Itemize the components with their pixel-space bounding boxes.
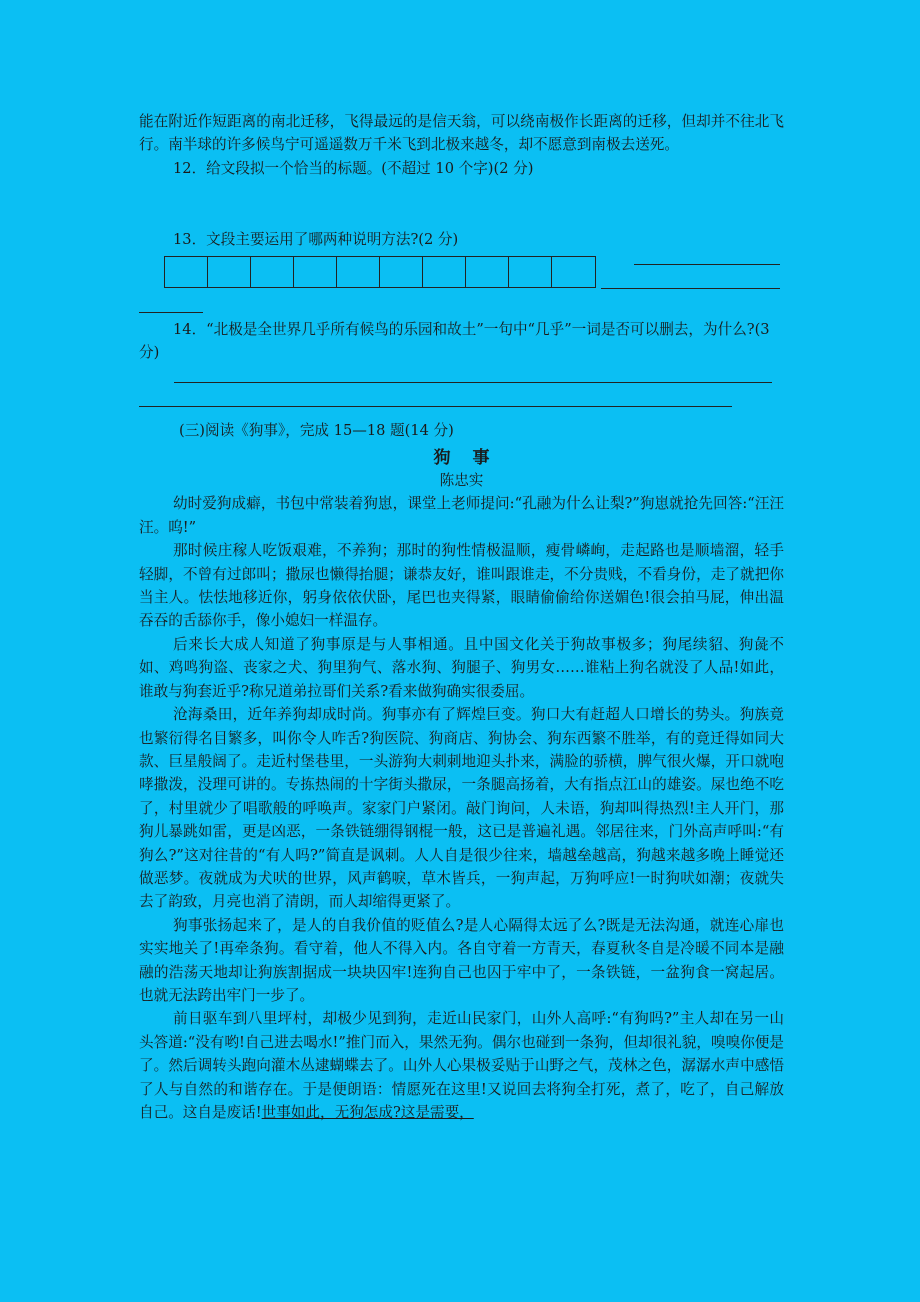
grid-cell[interactable] (337, 257, 380, 287)
article-paragraph: 幼时爱狗成癖，书包中常装着狗崽，课堂上老师提问:“孔融为什么让梨?”狗崽就抢先回答:“汪汪汪。呜!” (139, 495, 784, 536)
grid-cell[interactable] (509, 257, 552, 287)
answer-line[interactable] (139, 312, 203, 313)
grid-cell[interactable] (466, 257, 509, 287)
answer-line[interactable] (174, 382, 772, 383)
underlined-sentence: 世事如此，无狗怎成?这是需要， (261, 1104, 474, 1121)
answer-line[interactable] (139, 406, 732, 407)
article-paragraph-last (139, 1007, 784, 1124)
question-12: 12．给文段拟一个恰当的标题。(不超过 10 个字)(2 分) (173, 159, 534, 177)
answer-lines-14 (139, 364, 784, 420)
question-13: 13．文段主要运用了哪两种说明方法?(2 分) (173, 231, 459, 249)
question-14: 14．“北极是全世界几乎所有候鸟的乐园和故土”一句中“几乎”一词是否可以删去，为什么?(3 分) (139, 320, 770, 362)
intro-paragraph: 能在附近作短距离的南北迁移，飞得最远的是信天翁，可以绕南极作长距离的迁移，但却并不往北飞行。南半球的许多候鸟宁可遥遥数万千米飞到北极来越冬，却不愿意到南极去送死。 (139, 113, 784, 154)
grid-cell[interactable] (294, 257, 337, 287)
grid-cell[interactable] (423, 257, 466, 287)
answer-grid-row (139, 252, 784, 304)
answer-line[interactable] (634, 264, 780, 265)
answer-space-12 (139, 180, 784, 228)
article-paragraph: 沧海桑田，近年养狗却成时尚。狗事亦有了辉煌巨变。狗口大有赶超人口增长的势头。狗族竟也繁衍得名目繁多，叫你令人咋舌?狗医院、狗商店、狗协会、狗东西繁不胜举，有的竟迁得如同大款、巨星般阔了。走近村堡巷里，一头游狗大刺刺地迎头扑来，满脸的骄横，脾气很火爆，开口就咆哮撒泼，没理可讲的。专拣热闹的十字街头撒尿，一条腿高扬着，大有指点江山的雄姿。屎也绝不吃了，村里就少了唱歌般的呼唤声。家家门户紧闭。敲门询问，人未语，狗却叫得热烈!主人开门，那狗儿暴跳如雷，更是凶恶，一条铁链绷得钢棍一般，这已是普遍礼遇。邻居往来，门外高声呼叫:“有狗么?”这对往昔的“有人吗?”简直是讽刺。人人自是很少往来，墙越垒越高，狗越来越多晚上睡觉还做恶梦。夜就成为犬吠的世界，风声鹤唳，草木皆兵，一狗声起，万狗呼应!一时狗吠如潮；夜就失去了韵致，月亮也消了清朗，而人却缩得更紧了。 (139, 706, 784, 911)
grid-cell[interactable] (552, 257, 595, 287)
paragraph-text: 前日驱车到八里坪村，却极少见到狗，走近山民家门，山外人高呼:“有狗吗?”主人却在另一山头答道:“没有哟!自己进去喝水!”推门而入，果然无狗。偶尔也碰到一条狗，但却很礼貌，嗅嗅你便是了。然后调转头跑向灌木丛逮蝴蝶去了。山外人心果极妥贴于山野之气，茂林之色，潺潺水声中感悟了人与自然的和谐存在。于是便朗语：情愿死在这里!又说回去将狗全打死，煮了，吃了，自己解放自己。这自是废话! (139, 1010, 784, 1121)
grid-cell[interactable] (208, 257, 251, 287)
grid-cell[interactable] (251, 257, 294, 287)
answer-line[interactable] (601, 288, 780, 289)
grid-cell[interactable] (165, 257, 208, 287)
grid-cell[interactable] (380, 257, 423, 287)
section-heading: (三)阅读《狗事》，完成 15—18 题(14 分) (179, 422, 454, 440)
exam-page (139, 110, 784, 1124)
article-paragraph: 后来长大成人知道了狗事原是与人事相通。且中国文化关于狗故事极多；狗尾续貂、狗彘不如、鸡鸣狗盗、丧家之犬、狗里狗气、落水狗、狗腿子、狗男女……谁粘上狗名就没了人品!如此，谁敢与狗套近乎?称兄道弟拉哥们关系?看来做狗确实很委屈。 (139, 635, 784, 700)
article-paragraph: 狗事张扬起来了，是人的自我价值的贬值么?是人心隔得太远了么?既是无法沟通，就连心扉也实实地关了!再牵条狗。看守着，他人不得入内。各自守着一方青天，春夏秋冬自是冷暖不同本是融融的浩荡天地却让狗族割据成一块块囚牢!连狗自己也囚于牢中了，一条铁链，一盆狗食一窝起居。也就无法跨出牢门一步了。 (139, 916, 784, 1004)
article-title: 狗事 (433, 448, 512, 469)
article-author: 陈忠实 (439, 472, 484, 490)
article-paragraph: 那时候庄稼人吃饭艰难，不养狗；那时的狗性情极温顺，瘦骨嶙峋，走起路也是顺墙溜，轻手轻脚，不曾有过郎叫；撒尿也懒得抬腿；谦恭友好，谁叫跟谁走，不分贵贱，不看身份，走了就把你当主人。怯怯地移近你，躬身依依伏卧，尾巴也夹得紧，眼睛偷偷给你送媚色!很会拍马屁，伸出温吞吞的舌舔你手，像小媳妇一样温存。 (139, 542, 784, 630)
answer-grid[interactable] (164, 256, 596, 288)
